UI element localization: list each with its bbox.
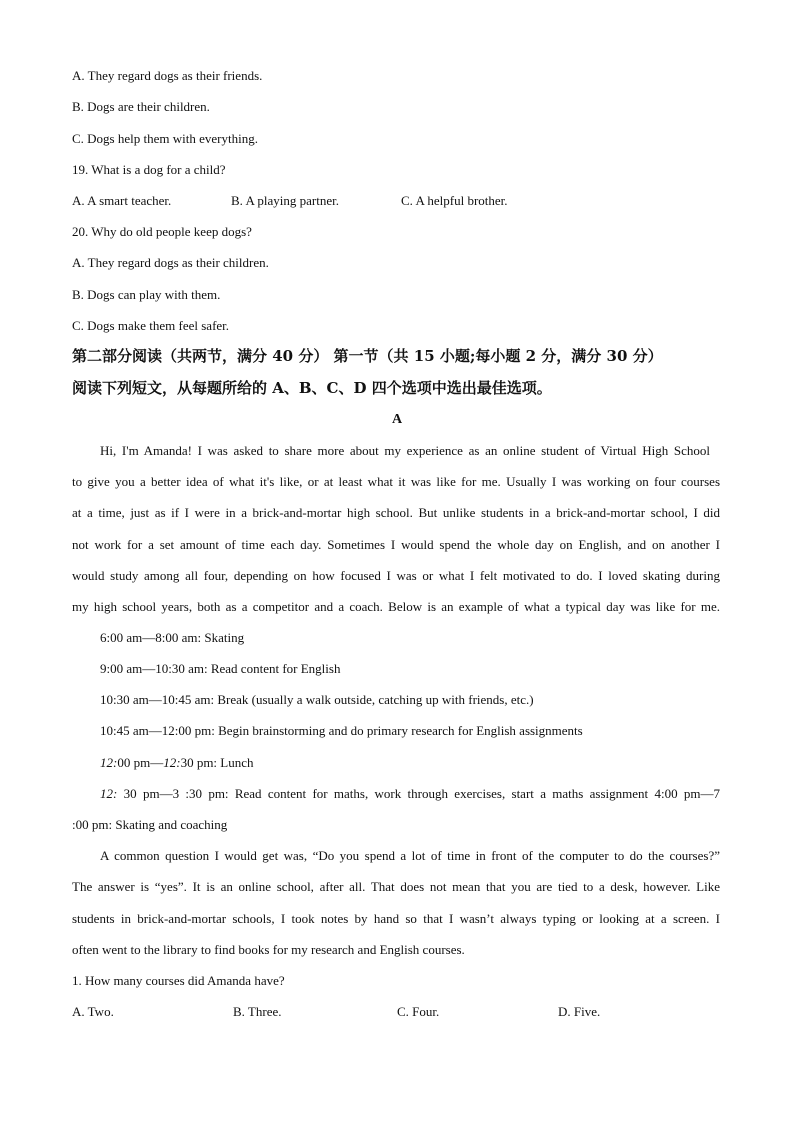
q1-option-a: A. Two. xyxy=(72,1004,114,1019)
passage-line: students in brick-and-mortar schools, I took notes by hand so that I wasn’t always typing or looking at a screen. I xyxy=(72,911,720,926)
q19-option-b: B. A playing partner. xyxy=(231,193,339,208)
q20-question: 20. Why do old people keep dogs? xyxy=(72,224,252,239)
passage-line: not work for a set amount of time each day. Sometimes I would spend the whole day on English, and on another I xyxy=(72,537,720,552)
maths-time-part: 12: xyxy=(100,786,118,801)
passage-line: at a time, just as if I were in a brick-and-mortar high school. But unlike students in a brick-and-mortar school, I did xyxy=(72,505,720,520)
section-instruction: 阅读下列短文，从每题所给的 A、B、C、D 四个选项中选出最佳选项。 xyxy=(72,379,552,397)
q19-option-c: C. A helpful brother. xyxy=(401,193,508,208)
schedule-item-maths xyxy=(100,785,720,803)
lunch-time-part: 12: xyxy=(163,755,181,770)
q1-option-c: C. Four. xyxy=(397,1004,440,1019)
lunch-time-part: 00 pm— xyxy=(117,755,164,770)
passage-line: A common question I would get was, “Do you spend a lot of time in front of the computer to do the courses?” xyxy=(100,848,720,863)
q19-option-a: A. A smart teacher. xyxy=(72,193,172,208)
section-heading: 第二部分阅读（共两节，满分 40 分） 第一节（共 15 小题;每小题 2 分，满分 30 分） xyxy=(72,347,663,365)
passage-line: The answer is “yes”. It is an online school, after all. That does not mean that you are tied to a desk, however. Like xyxy=(72,879,720,894)
passage-line: often went to the library to find books for my research and English courses. xyxy=(72,942,465,957)
q18-option-b: B. Dogs are their children. xyxy=(72,99,210,114)
q1-option-d: D. Five. xyxy=(558,1004,601,1019)
passage-label: A xyxy=(391,412,403,427)
schedule-item-lunch xyxy=(100,754,254,772)
passage-line: to give you a better idea of what it's like, or at least what it was like for me. Usually I was working on four courses xyxy=(72,474,720,489)
maths-time-part: 30 pm—3 :30 pm: Read content for maths, work through exercises, start a maths assignment 4:00 pm—7 xyxy=(117,786,720,801)
passage-line: Hi, I'm Amanda! I was asked to share more about my experience as an online student of Virtual High School xyxy=(100,443,710,458)
lunch-time-part: 30 pm: Lunch xyxy=(180,755,254,770)
schedule-item: 9:00 am—10:30 am: Read content for English xyxy=(100,661,341,676)
schedule-item: 10:30 am—10:45 am: Break (usually a walk outside, catching up with friends, etc.) xyxy=(100,692,534,707)
schedule-item: 6:00 am—8:00 am: Skating xyxy=(100,630,245,645)
q18-option-c: C. Dogs help them with everything. xyxy=(72,131,258,146)
q18-option-a: A. They regard dogs as their friends. xyxy=(72,68,263,83)
q1-question: 1. How many courses did Amanda have? xyxy=(72,973,285,988)
q20-option-a: A. They regard dogs as their children. xyxy=(72,255,269,270)
q1-option-b: B. Three. xyxy=(233,1004,282,1019)
schedule-item: 10:45 am—12:00 pm: Begin brainstorming and do primary research for English assignments xyxy=(100,723,583,738)
q19-question: 19. What is a dog for a child? xyxy=(72,162,226,177)
lunch-time-part: 12: xyxy=(100,755,118,770)
schedule-item-skating: :00 pm: Skating and coaching xyxy=(72,817,228,832)
q20-option-b: B. Dogs can play with them. xyxy=(72,287,221,302)
q20-option-c: C. Dogs make them feel safer. xyxy=(72,318,230,333)
passage-line: would study among all four, depending on how focused I was or what I felt motivated to do. I loved skating during xyxy=(72,568,720,583)
passage-line: my high school years, both as a competitor and a coach. Below is an example of what a typical day was like for me. xyxy=(72,599,720,614)
